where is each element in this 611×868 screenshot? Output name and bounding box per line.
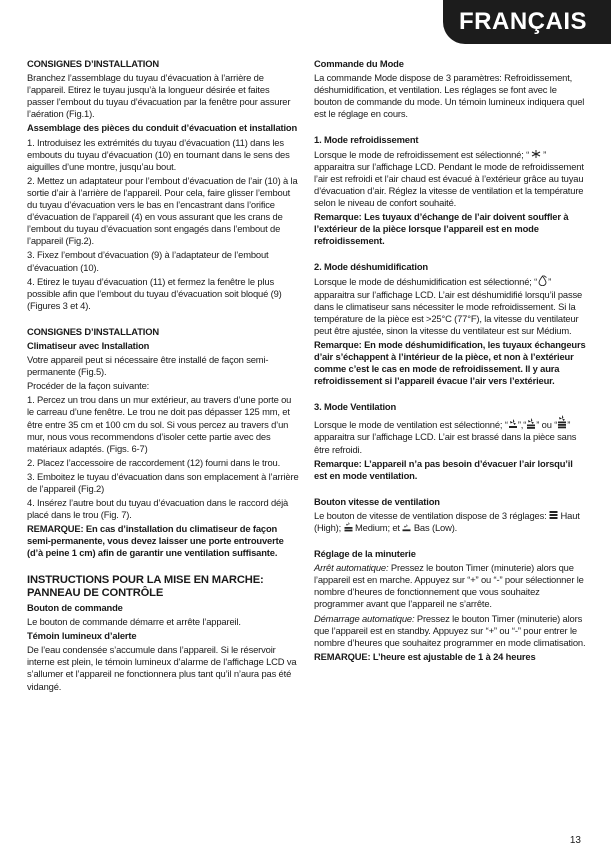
fan-low-icon [508,418,518,429]
power-button-subheading: Bouton de commande [27,601,123,613]
fan-speed-paragraph: Le bouton de vitesse de ventilation dispose de 3 réglages: Haut (High); Medium; et Bas (Low). [314,509,580,533]
dehumidify-heading: 2. Mode déshumidification [314,261,428,273]
droplet-icon [537,275,548,286]
speed-low-icon [402,522,411,532]
power-button-paragraph: Le bouton de commande démarre et arrête l’appareil. [27,616,241,628]
semi-permanent-subheading: Climatiseur avec Installation [27,339,150,351]
fan-medium-icon [526,418,536,429]
timer-auto-start: Démarrage automatique: Pressez le bouton Timer (minuterie) alors que l’appareil est en standby. Appuyez sur “+” ou “-” pour entrer le nombre d’heures que souhaitez programmer en mode climatisation. [314,612,586,648]
mode-paragraph: La commande Mode dispose de 3 paramètres: Refroidissement, déshumidification, et ventilation. Les réglages se font avec le bouton de commande du mode. Un témoin lumineux indiquera quel est le réglage en cours. [314,72,585,120]
ventilation-heading: 3. Mode Ventilation [314,401,397,413]
alert-light-paragraph: De l’eau condensée s’accumule dans l’appareil. Si le réservoir interne est plein, le témoin lumineux d’alarme de l’affichage LCD va s’allumer et l’appareil ne fonctionnera plus tant qu’il n’aura pas été vidangé. [27,644,297,692]
ventilation-paragraph: Lorsque le mode de ventilation est sélectionné; “ ”,“ ” ou “ ” apparaitra sur l’affichage LCD. L’air est brassé dans la pièce sans être refroidi. [314,415,586,455]
speed-high-icon [549,510,558,520]
cooling-heading: 1. Mode refroidissement [314,134,419,146]
dehumidify-paragraph: Lorsque le mode de déshumidification est sélectionné; “ ” apparaitra sur l’affichage LCD. L’air est déshumidifié lorsqu’il passe dans le climatiseur sans nécessiter le mode refroidissement. Si la température de la pièce est >25°C (77°F), la vitesse du ventilateur peut être ajustée, sinon la vitesse du ventilateur est sur Médium. [314,276,583,336]
wall-step-4: 4. Insérez l’autre bout du tuyau d’évacuation dans le raccord déjà placé dans le trou (Fig. 7). [27,497,289,521]
wall-step-2: 2. Placez l’accessoire de raccordement (12) fourni dans le trou. [27,456,281,468]
installation-heading-2: CONSIGNES D’INSTALLATION [27,325,159,337]
hose-step-3: 3. Fixez l’embout d’évacuation (9) à l’adaptateur de l’embout d’évacuation (10). [27,249,269,273]
page-number: 13 [569,835,581,846]
fan-speed-heading: Bouton vitesse de ventilation [314,495,440,507]
procedure-intro: Procéder de la façon suivante: [27,380,150,392]
hose-assembly-heading: Assemblage des pièces du conduit d’évacuation et installation [27,122,298,134]
language-tab [443,0,611,44]
snowflake-icon [529,149,543,159]
wall-step-1: 1. Percez un trou dans un mur extérieur, au travers d’une porte ou le carreau d’une fenêtre. Le trou ne doit pas dépasser 125 mm, et être entre 35 cm et 100 cm du sol. Si vous percez au travers d’un mur, nous vous recommendons d’isoler cette partie avec des matériaux adaptés. (Figs. 6-7) [27,394,292,454]
control-panel-heading: INSTRUCTIONS POUR LA MISE EN MARCHE: PANNEAU DE CONTRÔLE [27,573,264,599]
timer-auto-stop: Arrêt automatique: Pressez le bouton Timer (minuterie) alors que l’appareil est en marche. Appuyez sur “+” ou “-” pour sélectionner le nombre d’heures de fonctionnement que vous souhaitez programmer avant que l’appareil ne s’arrête. [314,562,584,610]
hose-step-2: 2. Mettez un adaptateur pour l’embout d’évacuation de l’air (10) à la sortie d’air à l’arrière de l’appareil. Pour cela, faire glisser l’embout du tuyau d’évacuation vers le bas en l’encastrant dans l’orifice d’évacuation de l’appareil (4) en vous assurant que les crans de l’embout du tuyau d’évacuation sont engagés dans l’embout de l’appareil (Fig.2). [27,174,298,247]
installation-paragraph: Branchez l’assemblage du tuyau d’évacuation à l’arrière de l’appareil. Etirez le tuyau jusqu’à la longueur désirée et faites passer l’embout du tuyau d’évacuation par la fenêtre pour assurer l’aération (Fig.1). [27,72,291,120]
dehumidify-remark: Remarque: En mode déshumidification, les tuyaux échangeurs d’air s’échappent à l’intérieur de la pièce, et non à l’extérieur comme c’est le cas en mode de refroidissement. Il y aura refroidissement si l’appareil évacue l’air vers l’extérieur. [314,338,586,387]
hose-step-4: 4. Etirez le tuyau d’évacuation (11) et fermez la fenêtre le plus possible afin que l’embout du tuyau d’évacuation soit bloqué (9) (Figures 3 et 4). [27,275,282,311]
mode-heading: Commande du Mode [314,58,404,69]
installation-heading: CONSIGNES D’INSTALLATION [27,58,159,69]
semi-permanent-intro: Votre appareil peut si nécessaire être installé de façon semi-permanente (Fig.5). [27,354,269,378]
language-label: FRANÇAIS [459,8,587,35]
fan-high-icon [557,415,567,429]
semi-permanent-remark: REMARQUE: En cas d’installation du climatiseur de façon semi-permanente, vous devez laisser une porte entrouverte (d’à peine 1 cm) afin de garantir une ventilation suffisante. [27,523,284,559]
cooling-paragraph: Lorsque le mode de refroidissement est sélectionné; “ ” apparaitra sur l’affichage LCD. Pendant le mode de refroidissement l’air est refroidi et l’air chaud est évacué à l’extérieur grâce au tuyau d’évacuation d’air. Réglez la vitesse de ventilation et la température selon le niveau de confort souhaité. [314,148,584,208]
left-column [27,58,299,695]
timer-remark: REMARQUE: L’heure est ajustable de 1 à 24 heures [314,650,536,662]
alert-light-subheading: Témoin lumineux d’alerte [27,630,137,642]
ventilation-remark: Remarque: L’appareil n’a pas besoin d’évacuer l’air lorsqu’il est en mode ventilation. [314,457,573,481]
speed-medium-icon [344,522,353,532]
right-column [314,58,586,665]
wall-step-3: 3. Emboitez le tuyau d’évacuation dans son emplacement à l’arrière de l’appareil (Fig.2) [27,470,299,494]
hose-step-1: 1. Introduisez les extrémités du tuyau d’évacuation (11) dans les embouts du tuyau d’évacuation (10) en tournant dans le sens des aiguilles d’une montre, jusqu’au bout. [27,136,290,172]
timer-heading: Réglage de la minuterie [314,548,416,560]
cooling-remark: Remarque: Les tuyaux d’échange de l’air doivent souffler à l’extérieur de la pièce lorsque l’appareil est en mode refroidissement. [314,211,569,247]
